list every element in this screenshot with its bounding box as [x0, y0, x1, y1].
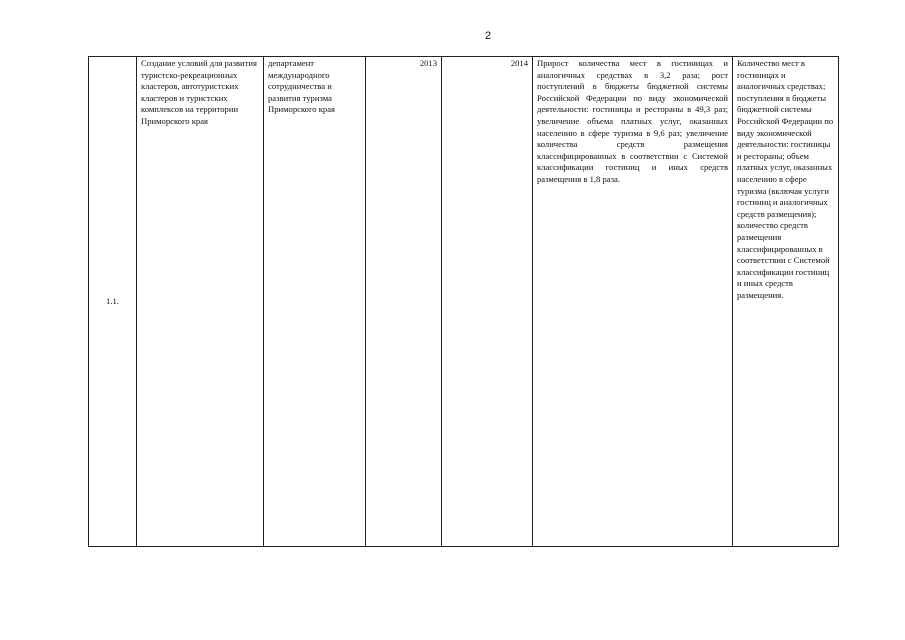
activity-name-cell: Создание условий для развития туристско-рекреационных кластеров, автотуристских кластеров и туристских комплексов на территории Приморского края [137, 57, 264, 547]
executor-cell: департамент международного сотрудничества и развития туризма Приморского края [264, 57, 366, 547]
expected-result-cell: Прирост количества мест в гостиницах и аналогичных средствах в 3,2 раза; рост поступлений в бюджеты бюджетной системы Российской Федерации по виду экономической деятельности: гостиницы и рестораны в 49,3 раз; увеличение объема платных услуг, оказанных населению в сфере туризма в 9,6 раз; увеличение количества средств размещения классифицированных в соответствии с Системой классификации гостиниц и иных средств размещения в 1,8 раза. [533, 57, 733, 547]
row-number-cell: 1.1. [89, 57, 137, 547]
program-table [88, 56, 839, 547]
table-row [89, 57, 839, 547]
end-year-cell: 2014 [442, 57, 533, 547]
page-number: 2 [484, 30, 492, 42]
indicators-cell: Количество мест в гостиницах и аналогичных средствах; поступления в бюджеты бюджетной системы Российской Федерации по виду экономической деятельности: гостиницы и рестораны; объем платных услуг, оказанных населению в сфере туризма (включая услуги гостиниц и аналогичных средств размещения); количество средств размещения классифицированных в соответствии с Системой классификации гостиниц и иных средств размещения. [733, 57, 839, 547]
start-year-cell: 2013 [366, 57, 442, 547]
